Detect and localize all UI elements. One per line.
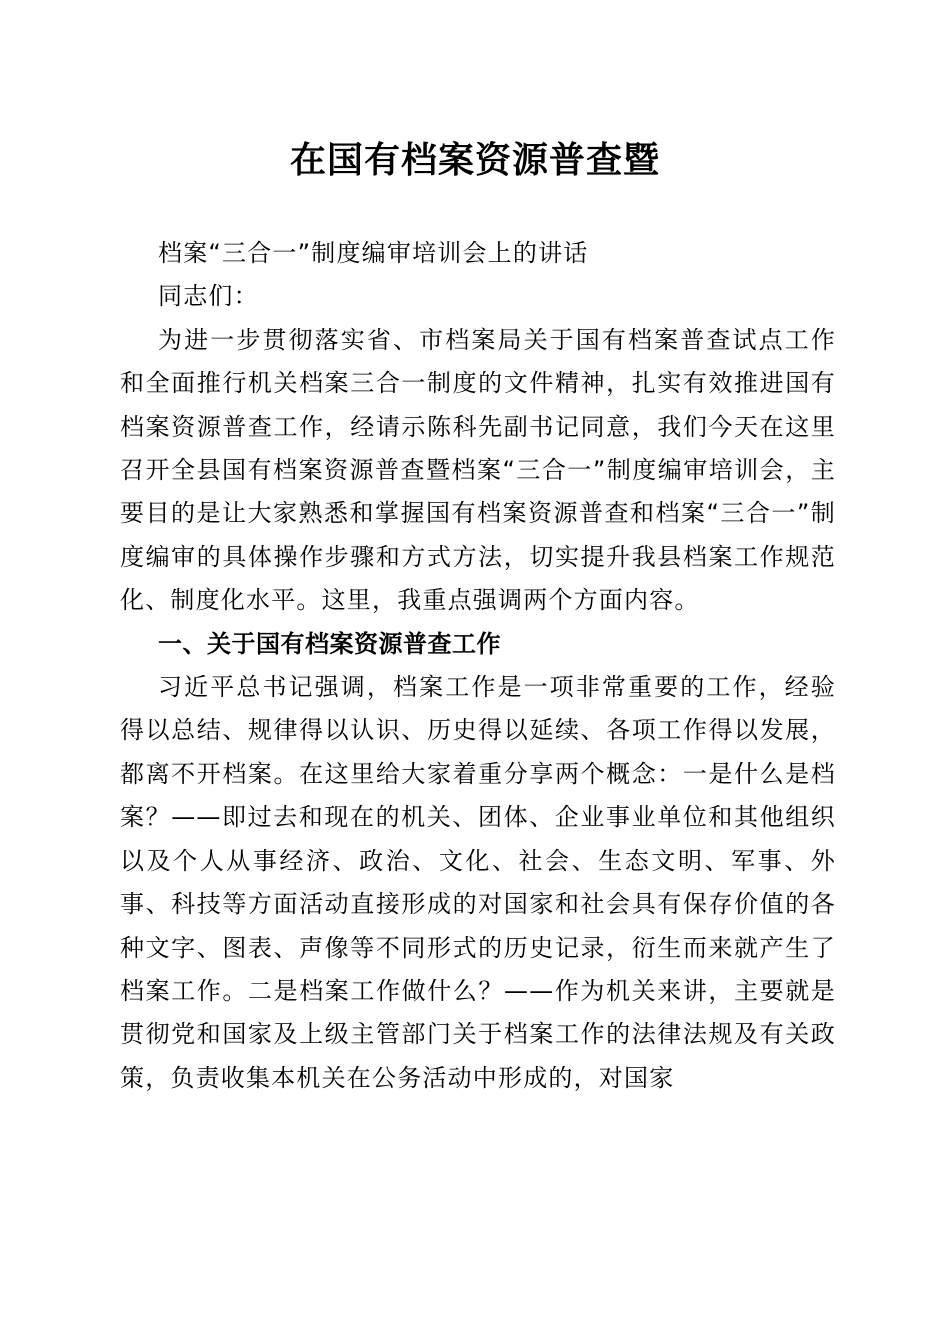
document-body	[120, 232, 836, 1100]
section-heading: 一、关于国有档案资源普查工作	[158, 629, 501, 658]
salutation: 同志们：	[158, 282, 259, 311]
paragraph-section-1: 习近平总书记强调，档案工作是一项非常重要的工作，经验得以总结、规律得以认识、历史得以延续、各项工作得以发展，都离不开档案。在这里给大家着重分享两个概念：一是什么是档案？——即过去和现在的机关、团体、企业事业单位和其他组织以及个人从事经济、政治、文化、社会、生态文明、军事、外事、科技等方面活动直接形成的对国家和社会具有保存价值的各种文字、图表、声像等不同形式的历史记录，衍生而来就产生了档案工作。二是档案工作做什么？——作为机关来讲，主要就是贯彻党和国家及上级主管部门关于档案工作的法律法规及有关政策，负责收集本机关在公务活动中形成的，对国家	[120, 673, 836, 1092]
paragraph-intro: 为进一步贯彻落实省、市档案局关于国有档案普查试点工作和全面推行机关档案三合一制度的文件精神，扎实有效推进国有档案资源普查工作，经请示陈科先副书记同意，我们今天在这里召开全县国有档案资源普查暨档案“三合一”制度编审培训会，主要目的是让大家熟悉和掌握国有档案资源普查和档案“三合一”制度编审的具体操作步骤和方式方法，切实提升我县档案工作规范化、制度化水平。这里，我重点强调两个方面内容。	[120, 325, 836, 615]
document-subtitle: 档案“三合一”制度编审培训会上的讲话	[158, 239, 589, 267]
document-title: 在国有档案资源普查暨	[289, 139, 660, 181]
